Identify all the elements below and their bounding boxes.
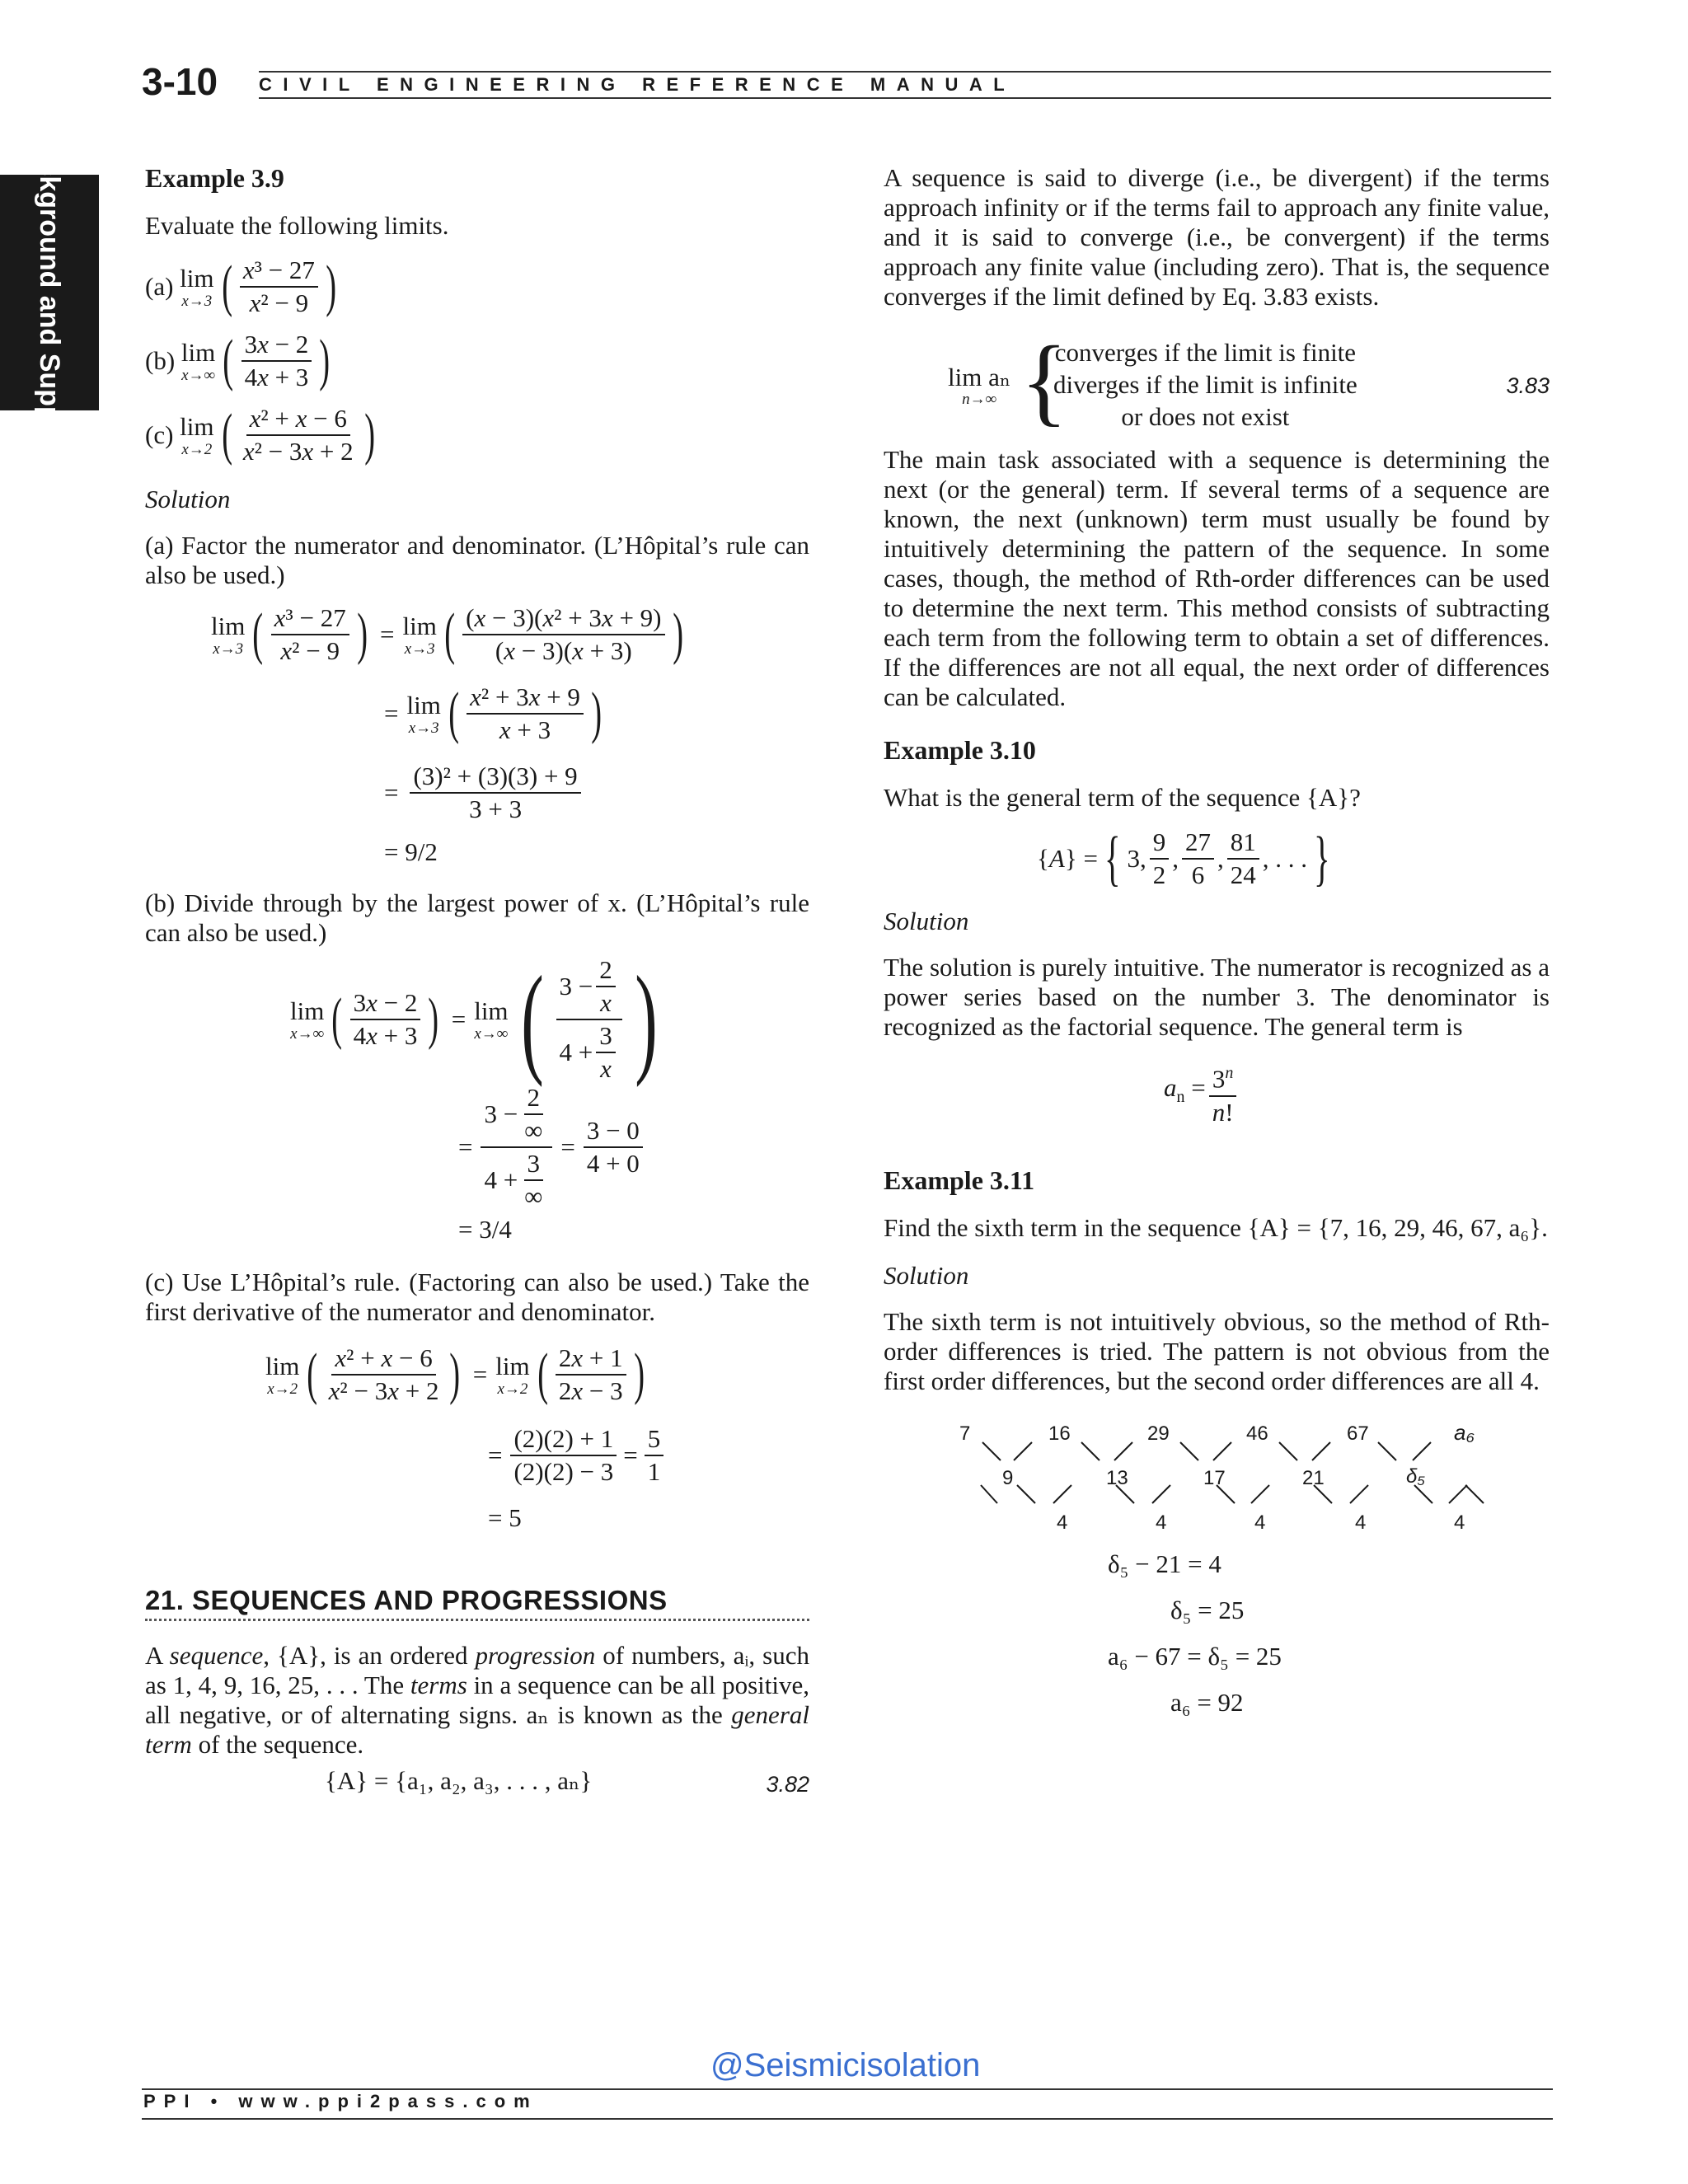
header-rule-bottom (259, 97, 1551, 99)
equation-3-82 (145, 1766, 809, 1799)
right-column (884, 163, 1550, 1722)
diagram-term: 16 (1048, 1422, 1071, 1445)
equation-3-83-case2: diverges if the limit is infinite (1053, 370, 1357, 399)
diff-line (1081, 1442, 1100, 1460)
sequence-definition (145, 1641, 809, 1760)
part-a-text: (a) Factor the numerator and denominator. (L’Hôpital’s rule can also be used.) (145, 531, 809, 589)
diagram-first-diff: 17 (1203, 1467, 1226, 1489)
limit-b: (b) lim x→∞ ( $\frac{3x - 2}{4x + 3}$ ) (145, 329, 331, 392)
seq-def-text-5: of the sequence. (191, 1730, 364, 1759)
diagram-first-diff: 21 (1302, 1467, 1325, 1489)
part-b-text: (b) Divide through by the largest power of x. (L’Hôpital’s rule can also be used.) (145, 888, 809, 947)
part-a-result: = 9/2 (384, 837, 438, 866)
diagram-first-diff: 13 (1106, 1467, 1128, 1489)
diagram-term: 7 (959, 1422, 971, 1445)
limit-a: (a) lim x→3 ( $\frac{\text{x³ − 27}}{\text{x² − 9}}$ ) (145, 255, 336, 318)
diagram-term: 67 (1347, 1422, 1369, 1445)
diagram-second-diff: 4 (1454, 1511, 1465, 1534)
diff-line (1152, 1485, 1170, 1503)
step-1: δ₅ − 21 = 4 (1108, 1549, 1221, 1578)
diagram-term: 29 (1147, 1422, 1170, 1445)
diagram-second-diff: 4 (1156, 1511, 1167, 1534)
step-4: a₆ = 92 (1170, 1688, 1244, 1717)
part-c-step1: lim x→2 ( $\frac{\text{x² + x − 6}}{\text{x² − 3x + 2}}$ ) = lim x→2 ( $\frac{2x + 1}{2x - 3}$ ) (265, 1343, 645, 1406)
part-a-step3: = $\frac{\text{(3)² + (3)(3) + 9}}{3 + 3}$ (384, 760, 809, 826)
term-progression: progression (475, 1641, 596, 1670)
diff-line (1279, 1442, 1297, 1460)
seq-def-text-4: in a sequence can be all positive, all negative, or of alternating signs. aₙ is known as the (145, 1671, 809, 1729)
example-3-9-title: Example 3.9 (145, 163, 284, 193)
part-c-step2: = $\frac{(2)(2) + 1}{(2)(2) - 3}$ = $\frac{5}{1}$ (488, 1422, 809, 1488)
solution-steps (884, 1549, 1550, 1722)
footer-text: PPI • www.ppi2pass.com (143, 2091, 538, 2111)
diff-line (1251, 1485, 1269, 1503)
diff-line (1350, 1485, 1368, 1503)
example-3-10-title: Example 3.10 (884, 735, 1036, 765)
equation-3-83 (884, 326, 1550, 435)
diff-line (982, 1442, 1001, 1460)
example-3-9-intro: Evaluate the following limits. (145, 211, 449, 240)
diff-line (1213, 1442, 1231, 1460)
diagram-second-diff: 4 (1057, 1511, 1068, 1534)
header-rule-top (259, 71, 1551, 73)
diff-line (1017, 1485, 1035, 1503)
part-b-result: = 3/4 (458, 1215, 512, 1244)
diff-line (981, 1485, 997, 1503)
diff-line (1465, 1485, 1484, 1503)
diff-line (1378, 1442, 1396, 1460)
side-tab-label: Background and Support (34, 124, 65, 461)
diff-line (1053, 1485, 1071, 1503)
part-b-step2: = 3 − $\frac{2}{\infty}$ 4 + $\frac{3}{\infty}$ = $\frac{3 - 0}{4 + 0}$ (458, 1090, 809, 1205)
part-c-result: = 5 (488, 1503, 522, 1532)
part-a-step2: = lim x→3 ( $\frac{\text{x² + 3x + 9}}{x + 3}$ ) (384, 682, 603, 745)
brace-icon: { (1020, 326, 1068, 435)
equation-3-83-case1: converges if the limit is finite (1054, 338, 1357, 367)
seq-def-text-1: A (145, 1641, 170, 1670)
equation-3-83-sub: n→∞ (962, 391, 997, 408)
footer-rule-bottom (142, 2118, 1553, 2120)
equation-3-83-number: 3.83 (1506, 373, 1550, 398)
equation-3-83-lhs: lim aₙ (948, 363, 1011, 391)
solution-label-3-10: Solution (884, 907, 969, 935)
general-term-equation: $a_n$ = $\frac{3^n}{n!}$ (1164, 1060, 1550, 1126)
diff-line (1449, 1485, 1467, 1503)
equation-3-82-body: {A} = {a₁, a₂, a₃, . . . , aₙ} (325, 1766, 593, 1795)
running-head: CIVIL ENGINEERING REFERENCE MANUAL (259, 74, 1016, 95)
step-3: a₆ − 67 = δ₅ = 25 (1108, 1642, 1282, 1671)
example-3-10-solution: The solution is purely intuitive. The numerator is recognized as a power series based on the number 3. The denominator is recognized as the factorial sequence. The general term is (884, 953, 1550, 1041)
example-3-11-title: Example 3.11 (884, 1165, 1035, 1195)
diagram-term: 46 (1246, 1422, 1268, 1445)
part-a-label: (a) (145, 272, 174, 301)
part-c-text: (c) Use L’Hôpital’s rule. (Factoring can also be used.) Take the first derivative of the numerator and denominator. (145, 1268, 809, 1326)
difference-diagram (884, 1414, 1550, 1546)
part-c-label: (c) (145, 420, 174, 449)
term-sequence: sequence (169, 1641, 264, 1670)
part-a-step1: lim x→3 ( $\frac{\text{x³ − 27}}{\text{x² − 9}}$ ) = lim x→3 ( $\frac{\text{(x − 3)(x² + 3x + 9)}}{(x - 3)(x + 3)}$ ) (211, 602, 683, 666)
seq-def-text-3: of numbers, aᵢ, such as 1, 4, 9, 16, 25, . . . The (145, 1641, 809, 1699)
section-title: 21. SEQUENCES AND PROGRESSIONS (145, 1586, 809, 1621)
left-column (145, 163, 809, 1799)
diagram-second-diff: 4 (1355, 1511, 1367, 1534)
part-b-step1: lim x→∞ ( $\frac{3x - 2}{4x + 3}$ ) = lim x→∞ ( 3 − $\frac{2}{x}$ 4 + $\frac{3}{x}$ ) (290, 951, 658, 1088)
task-paragraph: The main task associated with a sequence is determining the next (or the general) term. If several terms of a sequence are known, the next (unknown) term must usually be found by intuitively determining the pattern of the sequence. In some cases, though, the method of Rth-order differences can be used to determine the next term. This method consists of subtracting each term from the following term to obtain a set of differences. If the differences are not all equal, the next order of differences can be calculated. (884, 445, 1550, 711)
diagram-first-diff: 9 (1002, 1467, 1014, 1489)
diff-line (1312, 1442, 1330, 1460)
page-number: 3-10 (142, 60, 218, 103)
diagram-first-diff: δ₅ (1406, 1465, 1425, 1488)
solution-label: Solution (145, 485, 231, 513)
solution-label-3-11: Solution (884, 1261, 969, 1290)
example-3-11-question: Find the sixth term in the sequence {A} = {7, 16, 29, 46, 67, a₆}. (884, 1213, 1548, 1242)
equation-3-82-number: 3.82 (766, 1772, 809, 1797)
term-general-term: general term (145, 1700, 809, 1759)
footer-rule-top (142, 2088, 1553, 2090)
part-b-label: (b) (145, 346, 176, 375)
diverge-paragraph: A sequence is said to diverge (i.e., be divergent) if the terms approach infinity or if the terms fail to approach any finite value, and it is said to converge (i.e., be convergent) if the terms approach any finite value (including zero). That is, the sequence converges if the limit defined by Eq. 3.83 exists. (884, 163, 1550, 311)
seq-def-text-2: , {A}, is an ordered (263, 1641, 476, 1670)
limit-c: (c) lim x→2 ( $\frac{\text{x² + x − 6}}{\text{x² − 3x + 2}}$ ) (145, 403, 375, 466)
example-3-11-solution: The sixth term is not intuitively obvious, so the method of Rth-order differences is tried. The pattern is not obvious from the first order differences, but the second order differences are all 4. (884, 1307, 1550, 1395)
watermark: @Seismicisolation (710, 2047, 981, 2083)
diff-line (1014, 1442, 1032, 1460)
equation-3-83-case3: or does not exist (1121, 402, 1290, 431)
diagram-second-diff: 4 (1254, 1511, 1266, 1534)
diagram-term: a₆ (1454, 1420, 1475, 1445)
diff-line (1413, 1442, 1431, 1460)
diff-line (1114, 1442, 1132, 1460)
example-3-10-question: What is the general term of the sequence {A}? (884, 783, 1361, 812)
step-2: δ₅ = 25 (1170, 1596, 1245, 1624)
diff-line (1180, 1442, 1198, 1460)
side-tab (0, 124, 99, 461)
term-terms: terms (410, 1671, 467, 1699)
sequence-a-equation: {A} = { 3, $\frac{9}{2}$ , $\frac{27}{6}$ , $\frac{81}{24}$ , . . . } (1037, 825, 1330, 893)
